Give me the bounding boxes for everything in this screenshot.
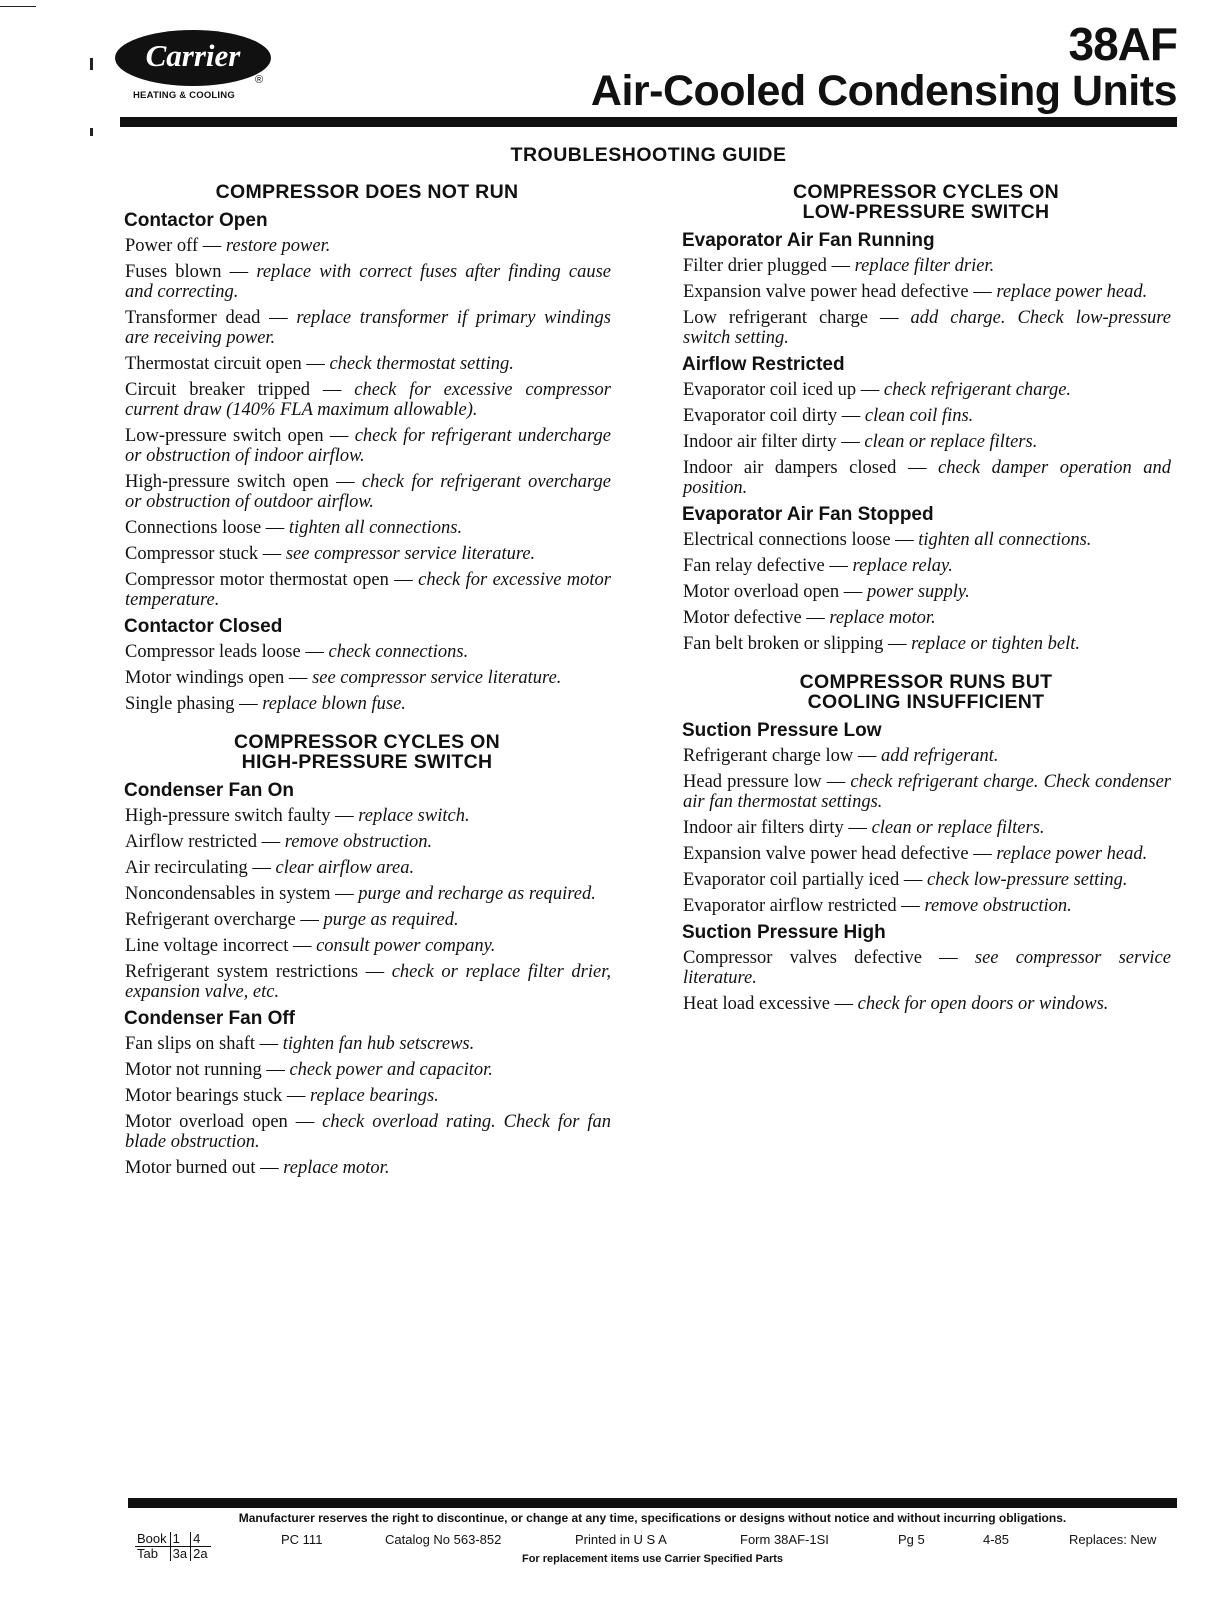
cause-text: Compressor stuck — [125, 544, 286, 564]
section-title-line: COMPRESSOR DOES NOT RUN [215, 181, 519, 203]
section-title [681, 672, 1171, 712]
pc-code: PC 111 [281, 1532, 323, 1547]
section-title [123, 732, 611, 772]
remedy-text: check low-pressure setting. [927, 870, 1128, 890]
guide-title: TROUBLESHOOTING GUIDE [510, 144, 787, 166]
remedy-text: replace with correct fuses after finding cause and correcting. [125, 262, 611, 302]
remedy-text: add refrigerant. [880, 746, 999, 766]
remedy-text: check for refrigerant undercharge or obstruction of indoor airflow. [125, 426, 611, 466]
tab-value: 2a [191, 1547, 211, 1562]
print-date: 4-85 [983, 1532, 1010, 1547]
form-number: Form 38AF-1SI [740, 1532, 829, 1547]
troubleshoot-entry [683, 870, 1171, 890]
replacement-note: For replacement items use Carrier Specified Parts [521, 1553, 784, 1565]
remedy-text: replace power head. [996, 282, 1148, 302]
remedy-text: replace motor. [283, 1158, 390, 1178]
troubleshoot-entry [125, 1086, 611, 1106]
remedy-text: power supply. [866, 582, 970, 602]
troubleshoot-entry [125, 570, 611, 610]
remedy-text: purge and recharge as required. [358, 884, 596, 904]
cause-text: Evaporator coil iced up — [683, 380, 884, 400]
troubleshoot-entry [125, 962, 611, 1002]
remedy-text: replace power head. [996, 844, 1148, 864]
troubleshoot-entry [125, 518, 611, 538]
book-label: Book [135, 1532, 170, 1547]
cause-text: Motor windings open — [125, 668, 313, 688]
troubleshoot-entry [125, 1034, 611, 1054]
remedy-text: restore power. [225, 236, 331, 256]
remedy-text: check or replace filter drier, expansion valve, etc. [125, 962, 611, 1002]
remedy-text: remove obstruction. [284, 832, 433, 852]
remedy-text: check thermostat setting. [329, 354, 514, 374]
section-title-line: LOW-PRESSURE SWITCH [802, 201, 1050, 223]
remedy-text: clear airflow area. [275, 858, 415, 878]
remedy-text: replace switch. [358, 806, 470, 826]
troubleshoot-entry [125, 380, 611, 420]
cause-text: Noncondensables in system — [125, 884, 359, 904]
remedy-text: clean or replace filters. [864, 432, 1038, 452]
cause-text: Low-pressure switch open — [125, 426, 355, 446]
remedy-text: add charge. Check low-pressure switch setting. [683, 308, 1171, 348]
troubleshoot-entry [683, 458, 1171, 498]
cause-text: Compressor valves defective — [683, 948, 975, 968]
margin-mark [90, 58, 93, 70]
remedy-text: replace filter drier. [854, 256, 995, 276]
cause-text: Evaporator coil dirty — [683, 406, 865, 426]
margin-mark [0, 6, 36, 7]
cause-text: Motor defective — [683, 608, 830, 628]
troubleshoot-entry [125, 354, 611, 374]
cause-text: Single phasing — [125, 694, 263, 714]
remedy-text: see compressor service literature. [683, 948, 1171, 988]
subsection-title: Suction Pressure High [682, 922, 886, 943]
remedy-text: clean or replace filters. [871, 818, 1045, 838]
troubleshoot-entry [125, 1158, 611, 1178]
troubleshoot-entry [125, 262, 611, 302]
troubleshoot-entry [125, 236, 611, 256]
subsection-title: Condenser Fan On [124, 780, 294, 801]
subsection-title: Airflow Restricted [682, 354, 845, 375]
remedy-text: see compressor service literature. [312, 668, 562, 688]
cause-text: Indoor air filters dirty — [683, 818, 872, 838]
troubleshoot-entry [683, 380, 1171, 400]
section-title-line: COMPRESSOR CYCLES ON [792, 181, 1060, 203]
book-value: 1 [170, 1532, 190, 1547]
cause-text: Electrical connections loose — [683, 530, 919, 550]
cause-text: Power off — [125, 236, 226, 256]
cause-text: Line voltage incorrect — [125, 936, 317, 956]
cause-text: High-pressure switch open — [125, 472, 362, 492]
subsection-title: Contactor Closed [124, 616, 283, 637]
section-title-line: COMPRESSOR CYCLES ON [233, 731, 501, 753]
troubleshoot-entry [683, 556, 1171, 576]
remedy-text: check refrigerant charge. [883, 380, 1072, 400]
subsection-title: Condenser Fan Off [124, 1008, 296, 1029]
cause-text: Fan relay defective — [683, 556, 853, 576]
cause-text: Transformer dead — [125, 308, 297, 328]
book-value: 4 [191, 1532, 211, 1547]
replaces: Replaces: New [1069, 1532, 1157, 1547]
cause-text: Expansion valve power head defective — [683, 282, 997, 302]
troubleshoot-entry [125, 884, 611, 904]
cause-text: Evaporator coil partially iced — [683, 870, 928, 890]
cause-text: Circuit breaker tripped — [125, 380, 355, 400]
tab-label: Tab [137, 1546, 158, 1561]
section-title-line: COMPRESSOR RUNS BUT [799, 671, 1053, 693]
cause-text: Thermostat circuit open — [125, 354, 330, 374]
troubleshoot-entry [683, 818, 1171, 838]
cause-text: Refrigerant charge low — [683, 746, 881, 766]
cause-text: Indoor air dampers closed — [683, 458, 939, 478]
remedy-text: check for open doors or windows. [857, 994, 1109, 1014]
remedy-text: check for refrigerant overcharge or obstruction of outdoor airflow. [125, 472, 611, 512]
left-column [123, 182, 611, 1184]
remedy-text: replace transformer if primary windings are receiving power. [125, 308, 611, 348]
troubleshoot-entry [683, 746, 1171, 766]
section-title-line: HIGH-PRESSURE SWITCH [241, 751, 493, 773]
remedy-text: replace motor. [829, 608, 936, 628]
remedy-text: check overload rating. Check for fan blade obstruction. [125, 1112, 611, 1152]
troubleshoot-entry [125, 694, 611, 714]
remedy-text: replace or tighten belt. [911, 634, 1081, 654]
remedy-text: check damper operation and position. [683, 458, 1171, 498]
troubleshoot-entry [683, 582, 1171, 602]
cause-text: Fan belt broken or slipping — [683, 634, 912, 654]
troubleshoot-entry [683, 772, 1171, 812]
cause-text: Airflow restricted — [125, 832, 285, 852]
page-number: Pg 5 [898, 1532, 925, 1547]
troubleshoot-entry [125, 910, 611, 930]
troubleshoot-entry [125, 1060, 611, 1080]
carrier-logo [115, 30, 275, 104]
subsection-title: Evaporator Air Fan Running [682, 230, 935, 251]
troubleshoot-entry [125, 936, 611, 956]
troubleshoot-entry [683, 530, 1171, 550]
cause-text: Fuses blown — [125, 262, 257, 282]
document-title: Air-Cooled Condensing Units [590, 67, 1177, 115]
troubleshoot-entry [683, 994, 1171, 1014]
cause-text: Fan slips on shaft — [125, 1034, 283, 1054]
cause-text: Expansion valve power head defective — [683, 844, 997, 864]
remedy-text: check power and capacitor. [289, 1060, 493, 1080]
troubleshoot-entry [683, 308, 1171, 348]
footer-rule [128, 1498, 1177, 1508]
troubleshoot-entry [125, 472, 611, 512]
remedy-text: replace blown fuse. [262, 694, 406, 714]
remedy-text: replace relay. [852, 556, 953, 576]
catalog-number: Catalog No 563-852 [385, 1532, 502, 1547]
model-number: 38AF [1068, 18, 1177, 70]
cause-text: Head pressure low — [683, 772, 851, 792]
subsection-title: Suction Pressure Low [682, 720, 882, 741]
cause-text: Compressor motor thermostat open — [125, 570, 419, 590]
cause-text: Refrigerant system restrictions — [125, 962, 392, 982]
remedy-text: see compressor service literature. [285, 544, 536, 564]
troubleshoot-entry [683, 634, 1171, 654]
remedy-text: tighten fan hub setscrews. [282, 1034, 475, 1054]
cause-text: Motor overload open — [125, 1112, 323, 1132]
cause-text: Evaporator airflow restricted — [683, 896, 925, 916]
troubleshoot-entry [683, 432, 1171, 452]
cause-text: Heat load excessive — [683, 994, 858, 1014]
troubleshoot-entry [683, 256, 1171, 276]
cause-text: Low refrigerant charge — [683, 308, 911, 328]
tab-value: 3a [170, 1547, 190, 1562]
troubleshoot-entry [683, 406, 1171, 426]
printed-in: Printed in U S A [575, 1532, 667, 1547]
section-title [123, 182, 611, 202]
remedy-text: tighten all connections. [288, 518, 463, 538]
troubleshoot-entry [125, 308, 611, 348]
cause-text: Compressor leads loose — [125, 642, 329, 662]
troubleshoot-entry [683, 282, 1171, 302]
remedy-text: consult power company. [316, 936, 496, 956]
subsection-title: Contactor Open [124, 210, 268, 231]
section-title-line: COOLING INSUFFICIENT [807, 691, 1045, 713]
cause-text: Motor burned out — [125, 1158, 284, 1178]
footer-notice: Manufacturer reserves the right to discontinue, or change at any time, specifications or designs without notice and without incurring obligations. [238, 1511, 1067, 1525]
troubleshoot-entry [125, 1112, 611, 1152]
remedy-text: purge as required. [323, 910, 459, 930]
troubleshoot-entry [125, 668, 611, 688]
cause-text: Indoor air filter dirty — [683, 432, 865, 452]
cause-text: Filter drier plugged — [683, 256, 855, 276]
troubleshoot-entry [125, 544, 611, 564]
header-rule [120, 117, 1177, 127]
cause-text: Air recirculating — [125, 858, 276, 878]
cause-text: Motor bearings stuck — [125, 1086, 310, 1106]
remedy-text: check refrigerant charge. Check condenser air fan thermostat settings. [683, 772, 1171, 812]
troubleshoot-entry [683, 844, 1171, 864]
cause-text: Motor not running — [125, 1060, 290, 1080]
cause-text: Connections loose — [125, 518, 289, 538]
troubleshoot-entry [125, 426, 611, 466]
cause-text: High-pressure switch faulty — [125, 806, 359, 826]
troubleshoot-entry [683, 608, 1171, 628]
troubleshoot-entry [125, 642, 611, 662]
cause-text: Refrigerant overcharge — [125, 910, 324, 930]
cause-text: Motor overload open — [683, 582, 867, 602]
remedy-text: check for excessive compressor current draw (140% FLA maximum allowable). [125, 380, 611, 420]
logo-wordmark: Carrier [145, 38, 241, 73]
registered-mark: ® [255, 74, 264, 86]
troubleshoot-entry [125, 858, 611, 878]
remedy-text: remove obstruction. [924, 896, 1072, 916]
section-title [681, 182, 1171, 222]
right-column [681, 182, 1171, 1020]
troubleshoot-entry [683, 896, 1171, 916]
troubleshoot-entry [683, 948, 1171, 988]
troubleshoot-entry [125, 806, 611, 826]
troubleshoot-entry [125, 832, 611, 852]
remedy-text: tighten all connections. [918, 530, 1092, 550]
margin-mark [90, 128, 93, 136]
remedy-text: replace bearings. [309, 1086, 439, 1106]
remedy-text: clean coil fins. [864, 406, 974, 426]
subsection-title: Evaporator Air Fan Stopped [682, 504, 934, 525]
remedy-text: check connections. [328, 642, 469, 662]
logo-tagline: HEATING & COOLING [133, 90, 235, 101]
remedy-text: check for excessive motor temperature. [125, 570, 611, 610]
